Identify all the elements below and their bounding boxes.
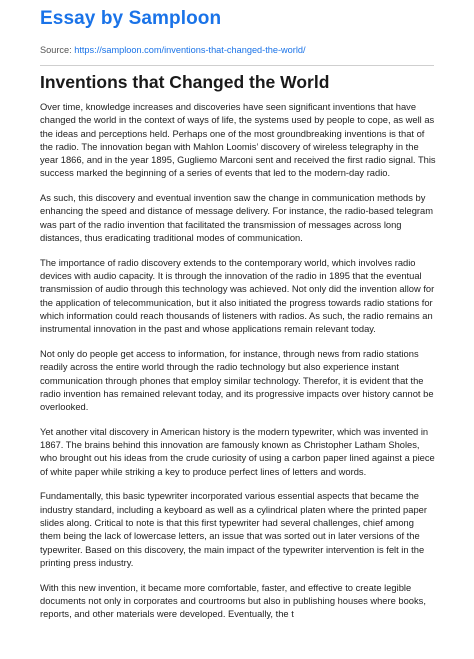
essay-body [40, 101, 436, 633]
source-line [40, 45, 306, 55]
header-divider [40, 65, 434, 66]
paragraph: Yet another vital discovery in American history is the modern typewriter, which was invented in 1867. The brains behind this innovation are famously known as Christopher Latham Sholes, who brought out his ideas from the crude curiosity of using a carbon paper lined against a piece of white paper while striking a key to produce perfect lines of letters and words. [40, 426, 435, 477]
source-label: Source: [40, 45, 75, 55]
site-brand[interactable]: Essay by Samploon [40, 8, 222, 29]
source-link[interactable]: https://samploon.com/inventions-that-changed-the-world/ [74, 45, 306, 55]
paragraph: Over time, knowledge increases and discoveries have seen significant inventions that have changed the world in the context of ways of life, the systems used by people to cope, as well as the ideas and perceptions held. Perhaps one of the most groundbreaking inventions is that of the radio. The innovation began with Mahlon Loomis’ discovery of wireless telegraphy in the year 1866, and in the year 1895, Gugliemo Marconi sent and received the first radio signal. This success marked the beginning of a series of events that led to the modern-day radio. [40, 102, 436, 179]
essay-title: Inventions that Changed the World [40, 72, 330, 92]
paragraph: With this new invention, it became more comfortable, faster, and effective to create legible documents not only in corporates and courtrooms but also in publishing houses where books, reports, and other materials were developed. Eventually, the t [40, 582, 426, 620]
paragraph: Not only do people get access to information, for instance, through news from radio stations readily across the entire world through the radio technology but also experience instant communication through phones that employ similar technology. Therefor, it is evident that the radio invention has remained relevant today, and its progressive impacts over history cannot be overlooked. [40, 348, 434, 413]
paragraph: The importance of radio discovery extends to the contemporary world, which involves radio devices with audio capacity. It is through the innovation of the radio in 1895 that the eventual transmission of audio through this technology was achieved. Not only did the invention allow for the application of telecommunication, but it also initiated the progress towards radio stations for which information could reach thousands of listeners with radios. As such, the radio remains an instrumental innovation in the past and whose applications remain relevant today. [40, 257, 435, 335]
paragraph: As such, this discovery and eventual invention saw the change in communication methods by enhancing the speed and distance of message delivery. For instance, the radio-based telegram was part of the radio invention that facilitated the transmission of messages across long distances, thus eradicating traditional modes of communication. [40, 193, 434, 244]
paragraph: Fundamentally, this basic typewriter incorporated various essential aspects that became the industry standard, including a keyboard as well as a cylindrical platen where the printed paper slides along. Critical to note is that this first typewriter had several challenges, chief among them being the lack of lowercase letters, an issue that was sorted out in later versions of the typewriter. Based on this discovery, the main impact of the typewriter intervention is felt in the printing press industry. [40, 491, 427, 568]
